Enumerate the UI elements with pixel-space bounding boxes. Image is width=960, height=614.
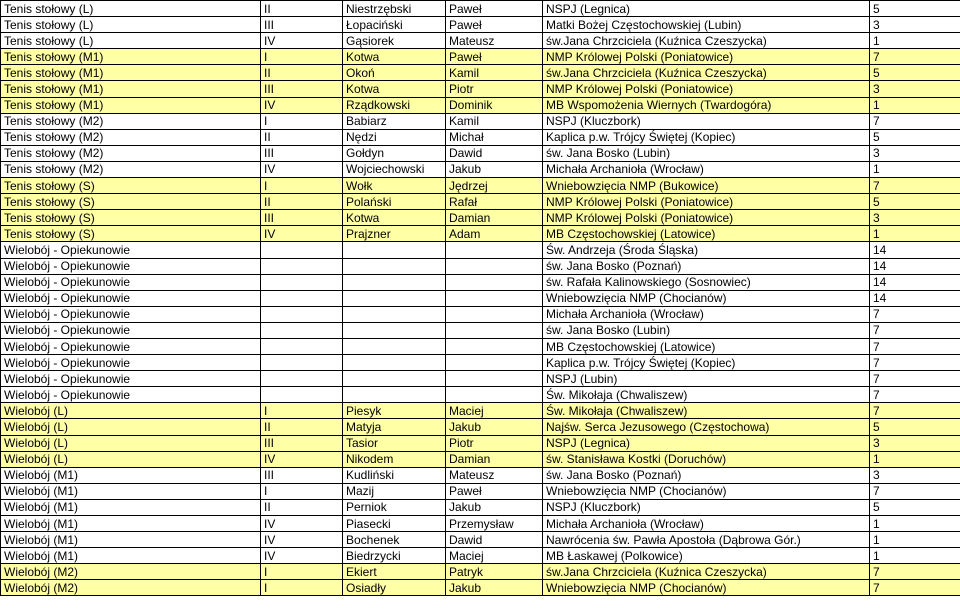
first-name-cell: Jędrzej: [446, 178, 543, 194]
surname-cell: Kotwa: [343, 49, 446, 65]
place-cell: [261, 242, 343, 258]
first-name-cell: Mateusz: [446, 33, 543, 49]
place-cell: I: [261, 483, 343, 499]
first-name-cell: Jakub: [446, 419, 543, 435]
first-name-cell: Dawid: [446, 145, 543, 161]
table-row: [1, 65, 960, 81]
parish-cell: Wniebowzięcia NMP (Bukowice): [543, 178, 870, 194]
first-name-cell: [446, 306, 543, 322]
table-row: [1, 161, 960, 177]
table-row: [1, 226, 960, 242]
parish-cell: Kaplica p.w. Trójcy Świętej (Kopiec): [543, 355, 870, 371]
surname-cell: Piesyk: [343, 403, 446, 419]
points-cell: 14: [870, 242, 960, 258]
parish-cell: Nawrócenia św. Pawła Apostoła (Dąbrowa Gór.): [543, 532, 870, 548]
discipline-cell: Wielobój (M1): [1, 532, 261, 548]
first-name-cell: [446, 338, 543, 354]
first-name-cell: Adam: [446, 226, 543, 242]
discipline-cell: Tenis stołowy (M1): [1, 97, 261, 113]
discipline-cell: Wielobój (M2): [1, 580, 261, 596]
parish-cell: św.Jana Chrzciciela (Kuźnica Czeszycka): [543, 564, 870, 580]
place-cell: III: [261, 145, 343, 161]
parish-cell: NMP Królowej Polski (Poniatowice): [543, 194, 870, 210]
parish-cell: Kaplica p.w. Trójcy Świętej (Kopiec): [543, 129, 870, 145]
points-cell: 14: [870, 274, 960, 290]
first-name-cell: Piotr: [446, 81, 543, 97]
points-cell: 3: [870, 145, 960, 161]
first-name-cell: Paweł: [446, 483, 543, 499]
surname-cell: Rządkowski: [343, 97, 446, 113]
surname-cell: Wołk: [343, 178, 446, 194]
surname-cell: Kotwa: [343, 81, 446, 97]
results-table-body: [1, 1, 960, 596]
parish-cell: NMP Królowej Polski (Poniatowice): [543, 49, 870, 65]
place-cell: IV: [261, 33, 343, 49]
surname-cell: [343, 306, 446, 322]
parish-cell: NSPJ (Kluczbork): [543, 499, 870, 515]
discipline-cell: Tenis stołowy (S): [1, 178, 261, 194]
points-cell: 7: [870, 338, 960, 354]
points-cell: 7: [870, 564, 960, 580]
parish-cell: św. Jana Bosko (Lubin): [543, 145, 870, 161]
place-cell: IV: [261, 451, 343, 467]
place-cell: III: [261, 17, 343, 33]
discipline-cell: Tenis stołowy (S): [1, 194, 261, 210]
discipline-cell: Tenis stołowy (L): [1, 33, 261, 49]
place-cell: IV: [261, 226, 343, 242]
first-name-cell: Paweł: [446, 17, 543, 33]
parish-cell: św. Rafała Kalinowskiego (Sosnowiec): [543, 274, 870, 290]
surname-cell: [343, 258, 446, 274]
points-cell: 14: [870, 258, 960, 274]
points-cell: 5: [870, 129, 960, 145]
points-cell: 7: [870, 178, 960, 194]
discipline-cell: Wielobój (M1): [1, 516, 261, 532]
surname-cell: Mazij: [343, 483, 446, 499]
first-name-cell: [446, 242, 543, 258]
table-row: [1, 129, 960, 145]
points-cell: 1: [870, 451, 960, 467]
points-cell: 5: [870, 1, 960, 17]
surname-cell: Okoń: [343, 65, 446, 81]
first-name-cell: [446, 322, 543, 338]
parish-cell: NSPJ (Legnica): [543, 435, 870, 451]
surname-cell: Niestrzębski: [343, 1, 446, 17]
surname-cell: Gołdyn: [343, 145, 446, 161]
parish-cell: Najśw. Serca Jezusowego (Częstochowa): [543, 419, 870, 435]
place-cell: IV: [261, 548, 343, 564]
discipline-cell: Wielobój - Opiekunowie: [1, 387, 261, 403]
discipline-cell: Tenis stołowy (M2): [1, 145, 261, 161]
table-row: [1, 178, 960, 194]
first-name-cell: Kamil: [446, 113, 543, 129]
first-name-cell: Dawid: [446, 532, 543, 548]
surname-cell: Łopaciński: [343, 17, 446, 33]
place-cell: I: [261, 564, 343, 580]
table-row: [1, 419, 960, 435]
surname-cell: Wojciechowski: [343, 161, 446, 177]
points-cell: 1: [870, 532, 960, 548]
parish-cell: św. Jana Bosko (Poznań): [543, 467, 870, 483]
place-cell: I: [261, 113, 343, 129]
place-cell: [261, 338, 343, 354]
points-cell: 1: [870, 226, 960, 242]
points-cell: 1: [870, 161, 960, 177]
points-cell: 7: [870, 483, 960, 499]
discipline-cell: Tenis stołowy (S): [1, 210, 261, 226]
place-cell: [261, 306, 343, 322]
surname-cell: Polański: [343, 194, 446, 210]
surname-cell: Kotwa: [343, 210, 446, 226]
first-name-cell: [446, 371, 543, 387]
parish-cell: św. Jana Bosko (Lubin): [543, 322, 870, 338]
surname-cell: Nikodem: [343, 451, 446, 467]
place-cell: III: [261, 467, 343, 483]
place-cell: II: [261, 194, 343, 210]
surname-cell: Ekiert: [343, 564, 446, 580]
table-row: [1, 403, 960, 419]
surname-cell: Prajzner: [343, 226, 446, 242]
points-cell: 3: [870, 17, 960, 33]
parish-cell: MB Częstochowskiej (Latowice): [543, 338, 870, 354]
surname-cell: Matyja: [343, 419, 446, 435]
points-cell: 3: [870, 81, 960, 97]
points-cell: 1: [870, 516, 960, 532]
table-row: [1, 371, 960, 387]
discipline-cell: Wielobój - Opiekunowie: [1, 338, 261, 354]
parish-cell: Wniebowzięcia NMP (Chocianów): [543, 290, 870, 306]
points-cell: 7: [870, 580, 960, 596]
parish-cell: św. Jana Bosko (Poznań): [543, 258, 870, 274]
place-cell: I: [261, 178, 343, 194]
place-cell: III: [261, 210, 343, 226]
place-cell: [261, 387, 343, 403]
table-row: [1, 516, 960, 532]
place-cell: III: [261, 435, 343, 451]
table-row: [1, 258, 960, 274]
place-cell: [261, 322, 343, 338]
points-cell: 7: [870, 322, 960, 338]
surname-cell: [343, 322, 446, 338]
table-row: [1, 210, 960, 226]
table-row: [1, 435, 960, 451]
discipline-cell: Wielobój - Opiekunowie: [1, 258, 261, 274]
table-row: [1, 499, 960, 515]
place-cell: II: [261, 419, 343, 435]
first-name-cell: Jakub: [446, 580, 543, 596]
place-cell: I: [261, 580, 343, 596]
place-cell: [261, 258, 343, 274]
surname-cell: [343, 371, 446, 387]
place-cell: II: [261, 499, 343, 515]
parish-cell: Matki Bożej Częstochowskiej (Lubin): [543, 17, 870, 33]
discipline-cell: Tenis stołowy (M1): [1, 49, 261, 65]
table-row: [1, 49, 960, 65]
first-name-cell: Jakub: [446, 161, 543, 177]
points-cell: 1: [870, 33, 960, 49]
first-name-cell: Patryk: [446, 564, 543, 580]
table-row: [1, 338, 960, 354]
place-cell: IV: [261, 161, 343, 177]
table-row: [1, 1, 960, 17]
first-name-cell: Damian: [446, 451, 543, 467]
parish-cell: NSPJ (Kluczbork): [543, 113, 870, 129]
surname-cell: Bochenek: [343, 532, 446, 548]
points-cell: 14: [870, 290, 960, 306]
parish-cell: NMP Królowej Polski (Poniatowice): [543, 81, 870, 97]
first-name-cell: [446, 355, 543, 371]
surname-cell: Biedrzycki: [343, 548, 446, 564]
place-cell: [261, 274, 343, 290]
points-cell: 1: [870, 97, 960, 113]
table-row: [1, 194, 960, 210]
discipline-cell: Wielobój - Opiekunowie: [1, 371, 261, 387]
discipline-cell: Tenis stołowy (M2): [1, 129, 261, 145]
place-cell: [261, 371, 343, 387]
discipline-cell: Wielobój (L): [1, 419, 261, 435]
place-cell: IV: [261, 97, 343, 113]
parish-cell: Św. Andrzeja (Środa Śląska): [543, 242, 870, 258]
points-cell: 7: [870, 306, 960, 322]
table-row: [1, 564, 960, 580]
first-name-cell: Jakub: [446, 499, 543, 515]
points-cell: 3: [870, 435, 960, 451]
surname-cell: [343, 338, 446, 354]
table-row: [1, 467, 960, 483]
first-name-cell: Paweł: [446, 1, 543, 17]
parish-cell: Michała Archanioła (Wrocław): [543, 306, 870, 322]
first-name-cell: Rafał: [446, 194, 543, 210]
discipline-cell: Tenis stołowy (M2): [1, 161, 261, 177]
table-row: [1, 580, 960, 596]
surname-cell: Perniok: [343, 499, 446, 515]
place-cell: II: [261, 1, 343, 17]
points-cell: 7: [870, 403, 960, 419]
discipline-cell: Wielobój - Opiekunowie: [1, 355, 261, 371]
discipline-cell: Wielobój (L): [1, 451, 261, 467]
parish-cell: św.Jana Chrzciciela (Kuźnica Czeszycka): [543, 65, 870, 81]
discipline-cell: Tenis stołowy (M1): [1, 65, 261, 81]
points-cell: 5: [870, 499, 960, 515]
table-row: [1, 387, 960, 403]
place-cell: III: [261, 81, 343, 97]
place-cell: I: [261, 49, 343, 65]
first-name-cell: Maciej: [446, 403, 543, 419]
table-row: [1, 322, 960, 338]
surname-cell: Piasecki: [343, 516, 446, 532]
place-cell: I: [261, 403, 343, 419]
points-cell: 5: [870, 419, 960, 435]
place-cell: II: [261, 65, 343, 81]
discipline-cell: Wielobój (L): [1, 403, 261, 419]
discipline-cell: Tenis stołowy (L): [1, 17, 261, 33]
table-row: [1, 81, 960, 97]
table-row: [1, 242, 960, 258]
surname-cell: Gąsiorek: [343, 33, 446, 49]
table-row: [1, 355, 960, 371]
discipline-cell: Tenis stołowy (S): [1, 226, 261, 242]
surname-cell: [343, 290, 446, 306]
table-row: [1, 306, 960, 322]
table-row: [1, 483, 960, 499]
discipline-cell: Wielobój (L): [1, 435, 261, 451]
points-cell: 7: [870, 355, 960, 371]
first-name-cell: Paweł: [446, 49, 543, 65]
parish-cell: Św. Mikołaja (Chwaliszew): [543, 387, 870, 403]
table-row: [1, 451, 960, 467]
discipline-cell: Tenis stołowy (L): [1, 1, 261, 17]
table-row: [1, 145, 960, 161]
surname-cell: Kudliński: [343, 467, 446, 483]
surname-cell: Nędzi: [343, 129, 446, 145]
surname-cell: Osiadły: [343, 580, 446, 596]
points-cell: 5: [870, 65, 960, 81]
points-cell: 3: [870, 210, 960, 226]
points-cell: 1: [870, 548, 960, 564]
table-row: [1, 532, 960, 548]
place-cell: II: [261, 129, 343, 145]
first-name-cell: Maciej: [446, 548, 543, 564]
place-cell: [261, 290, 343, 306]
surname-cell: [343, 355, 446, 371]
discipline-cell: Wielobój (M1): [1, 483, 261, 499]
parish-cell: MB Łaskawej (Polkowice): [543, 548, 870, 564]
discipline-cell: Wielobój (M1): [1, 548, 261, 564]
surname-cell: [343, 274, 446, 290]
place-cell: IV: [261, 516, 343, 532]
first-name-cell: [446, 387, 543, 403]
discipline-cell: Wielobój - Opiekunowie: [1, 274, 261, 290]
points-cell: 3: [870, 467, 960, 483]
first-name-cell: Przemysław: [446, 516, 543, 532]
first-name-cell: [446, 274, 543, 290]
table-row: [1, 290, 960, 306]
discipline-cell: Wielobój (M1): [1, 467, 261, 483]
points-cell: 7: [870, 387, 960, 403]
table-row: [1, 33, 960, 49]
parish-cell: NSPJ (Legnica): [543, 1, 870, 17]
discipline-cell: Wielobój (M1): [1, 499, 261, 515]
parish-cell: MB Wspomożenia Wiernych (Twardogóra): [543, 97, 870, 113]
parish-cell: MB Częstochowskiej (Latowice): [543, 226, 870, 242]
table-row: [1, 274, 960, 290]
points-cell: 7: [870, 49, 960, 65]
discipline-cell: Wielobój (M2): [1, 564, 261, 580]
place-cell: [261, 355, 343, 371]
points-cell: 5: [870, 194, 960, 210]
parish-cell: Wniebowzięcia NMP (Chocianów): [543, 580, 870, 596]
discipline-cell: Tenis stołowy (M2): [1, 113, 261, 129]
surname-cell: Babiarz: [343, 113, 446, 129]
discipline-cell: Wielobój - Opiekunowie: [1, 242, 261, 258]
parish-cell: św.Jana Chrzciciela (Kuźnica Czeszycka): [543, 33, 870, 49]
parish-cell: NMP Królowej Polski (Poniatowice): [543, 210, 870, 226]
table-row: [1, 97, 960, 113]
parish-cell: Michała Archanioła (Wrocław): [543, 161, 870, 177]
discipline-cell: Wielobój - Opiekunowie: [1, 306, 261, 322]
first-name-cell: Dominik: [446, 97, 543, 113]
discipline-cell: Wielobój - Opiekunowie: [1, 322, 261, 338]
first-name-cell: [446, 258, 543, 274]
table-row: [1, 17, 960, 33]
parish-cell: Św. Mikołaja (Chwaliszew): [543, 403, 870, 419]
first-name-cell: Mateusz: [446, 467, 543, 483]
parish-cell: Wniebowzięcia NMP (Chocianów): [543, 483, 870, 499]
surname-cell: [343, 242, 446, 258]
surname-cell: Tasior: [343, 435, 446, 451]
parish-cell: NSPJ (Lubin): [543, 371, 870, 387]
first-name-cell: Michał: [446, 129, 543, 145]
first-name-cell: Damian: [446, 210, 543, 226]
discipline-cell: Tenis stołowy (M1): [1, 81, 261, 97]
first-name-cell: Piotr: [446, 435, 543, 451]
surname-cell: [343, 387, 446, 403]
discipline-cell: Wielobój - Opiekunowie: [1, 290, 261, 306]
table-row: [1, 548, 960, 564]
first-name-cell: Kamil: [446, 65, 543, 81]
table-row: [1, 113, 960, 129]
place-cell: IV: [261, 532, 343, 548]
parish-cell: Michała Archanioła (Wrocław): [543, 516, 870, 532]
first-name-cell: [446, 290, 543, 306]
points-cell: 7: [870, 371, 960, 387]
parish-cell: św. Stanisława Kostki (Doruchów): [543, 451, 870, 467]
points-cell: 7: [870, 113, 960, 129]
